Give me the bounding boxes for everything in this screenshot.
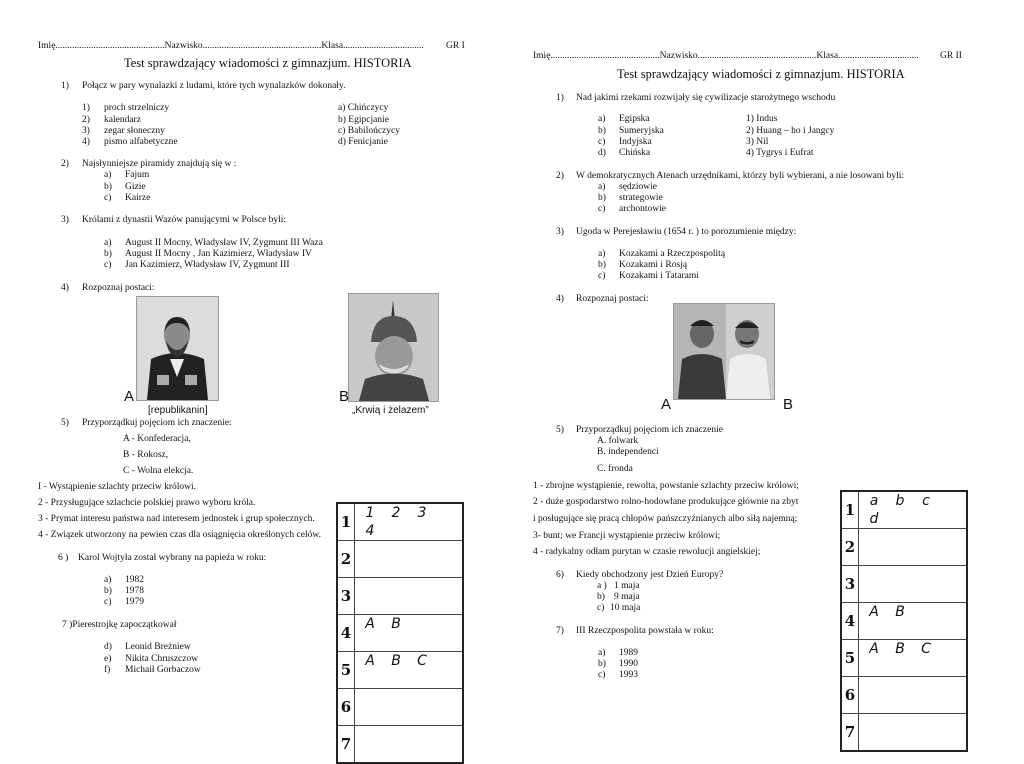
question-text: Rozpoznaj postaci: [82, 283, 155, 293]
question-text: Ugoda w Perejesławiu (1654 r. ) to porozumienie między: [576, 227, 797, 237]
question-number: 5) [61, 418, 69, 428]
answer-row [337, 689, 463, 726]
answer-grid [336, 502, 464, 764]
question-text: Najsłynniejsze piramidy znajdują się w : [82, 159, 237, 169]
portrait-a-image [136, 296, 219, 401]
question-number: 5) [556, 425, 564, 435]
answer-row [841, 640, 967, 677]
answer-row-number: 1 [841, 491, 859, 529]
answer-row [337, 726, 463, 764]
question-text: W demokratycznych Atenach urzędnikami, którzy byli wybierani, a nie losowani byli: [576, 171, 905, 181]
test-title: Test sprawdzający wiadomości z gimnazjum. HISTORIA [617, 67, 905, 81]
answer-grid [840, 490, 968, 752]
answer-cell[interactable] [355, 578, 464, 615]
answer-row [337, 615, 463, 652]
question-text: Kiedy obchodzony jest Dzień Europy? [576, 570, 724, 580]
answer-row [337, 652, 463, 689]
name-field: Imię..............................................Nazwisko..................................................Klasa.................................. [38, 41, 424, 51]
handwritten-answer: b [895, 493, 905, 509]
question-text: Karol Wojtyła został wybrany na papieża w roku: [78, 553, 267, 563]
answer-cell[interactable] [355, 541, 464, 578]
handwritten-answer: B [895, 604, 905, 620]
handwritten-answer: B [391, 653, 401, 669]
question-number: 4) [61, 283, 69, 293]
question-number: 4) [556, 294, 564, 304]
answer-row-number: 3 [337, 578, 355, 615]
answer-row-number: 7 [841, 714, 859, 752]
portrait-ab-image [673, 303, 775, 400]
handwritten-answer: C [921, 641, 931, 657]
label-b: B [783, 396, 794, 413]
question-number: 3) [556, 227, 564, 237]
handwritten-answer: C [417, 653, 427, 669]
question-number: 1) [61, 81, 69, 91]
answer-row [337, 503, 463, 541]
group-label: GR I [446, 41, 465, 51]
answer-row-number: 6 [841, 677, 859, 714]
answer-cell[interactable] [859, 677, 968, 714]
handwritten-answer: d [869, 511, 879, 527]
label-a: A [661, 396, 672, 413]
question-number: 6) [556, 570, 564, 580]
question-number: 7) [556, 626, 564, 636]
answer-cell[interactable] [859, 529, 968, 566]
group-label: GR II [940, 51, 962, 61]
answer-row-number: 5 [841, 640, 859, 677]
answer-cell[interactable] [859, 566, 968, 603]
question-text: Królami z dynastii Wazów panującymi w Polsce byli: [82, 215, 287, 225]
question-text: Nad jakimi rzekami rozwijały się cywilizacje starożytnego wschodu [576, 93, 836, 103]
answer-cell[interactable] [355, 652, 464, 689]
answer-row [337, 541, 463, 578]
handwritten-answer: A [869, 641, 879, 657]
answer-row-number: 7 [337, 726, 355, 764]
question-text: Rozpoznaj postaci: [576, 294, 649, 304]
answer-row [841, 529, 967, 566]
handwritten-answer: 3 [417, 505, 427, 521]
handwritten-answer: A [365, 653, 375, 669]
question-number: 3) [61, 215, 69, 225]
answer-row-number: 4 [337, 615, 355, 652]
answer-row [841, 491, 967, 529]
answer-row [337, 578, 463, 615]
question-number: 1) [556, 93, 564, 103]
answer-row [841, 714, 967, 752]
answer-row-number: 2 [841, 529, 859, 566]
answer-row [841, 677, 967, 714]
handwritten-answer: B [895, 641, 905, 657]
question-text: Połącz w pary wynalazki z ludami, które tych wynalazków dokonały. [82, 81, 346, 91]
answer-cell[interactable] [355, 503, 464, 541]
answer-row-number: 5 [337, 652, 355, 689]
answer-row-number: 6 [337, 689, 355, 726]
answer-cell[interactable] [859, 603, 968, 640]
answer-cell[interactable] [859, 640, 968, 677]
answer-row-number: 1 [337, 503, 355, 541]
answer-row [841, 566, 967, 603]
question-text: Przyporządkuj pojęciom ich znaczenie [576, 425, 723, 435]
handwritten-answer: A [365, 616, 375, 632]
handwritten-answer: 4 [365, 523, 375, 539]
handwritten-answer: a [869, 493, 879, 509]
answer-cell[interactable] [355, 615, 464, 652]
answer-cell[interactable] [355, 726, 464, 764]
caption-a: [republikanin] [148, 405, 208, 416]
question-number: 6 ) [58, 553, 69, 563]
handwritten-answer: A [869, 604, 879, 620]
caption-b: „Krwią i żelazem” [352, 405, 429, 416]
answer-row [841, 603, 967, 640]
answer-row-number: 4 [841, 603, 859, 640]
test-title: Test sprawdzający wiadomości z gimnazjum. HISTORIA [124, 56, 412, 70]
name-field: Imię..............................................Nazwisko..................................................Klasa.................................. [533, 51, 919, 61]
answer-row-number: 3 [841, 566, 859, 603]
answer-cell[interactable] [355, 689, 464, 726]
label-b: B [339, 388, 350, 405]
question-text: III Rzeczpospolita powstała w roku: [576, 626, 714, 636]
question-number: 2) [556, 171, 564, 181]
question-number: 2) [61, 159, 69, 169]
question-text: 7 )Pierestrojkę zapoczątkował [62, 620, 177, 630]
handwritten-answer: 2 [391, 505, 401, 521]
answer-cell[interactable] [859, 714, 968, 752]
handwritten-answer: 1 [365, 505, 375, 521]
question-text: Przyporządkuj pojęciom ich znaczenie: [82, 418, 232, 428]
handwritten-answer: B [391, 616, 401, 632]
label-a: A [124, 388, 135, 405]
answer-cell[interactable] [859, 491, 968, 529]
portrait-b-image [348, 293, 439, 402]
handwritten-answer: c [922, 493, 930, 509]
answer-row-number: 2 [337, 541, 355, 578]
